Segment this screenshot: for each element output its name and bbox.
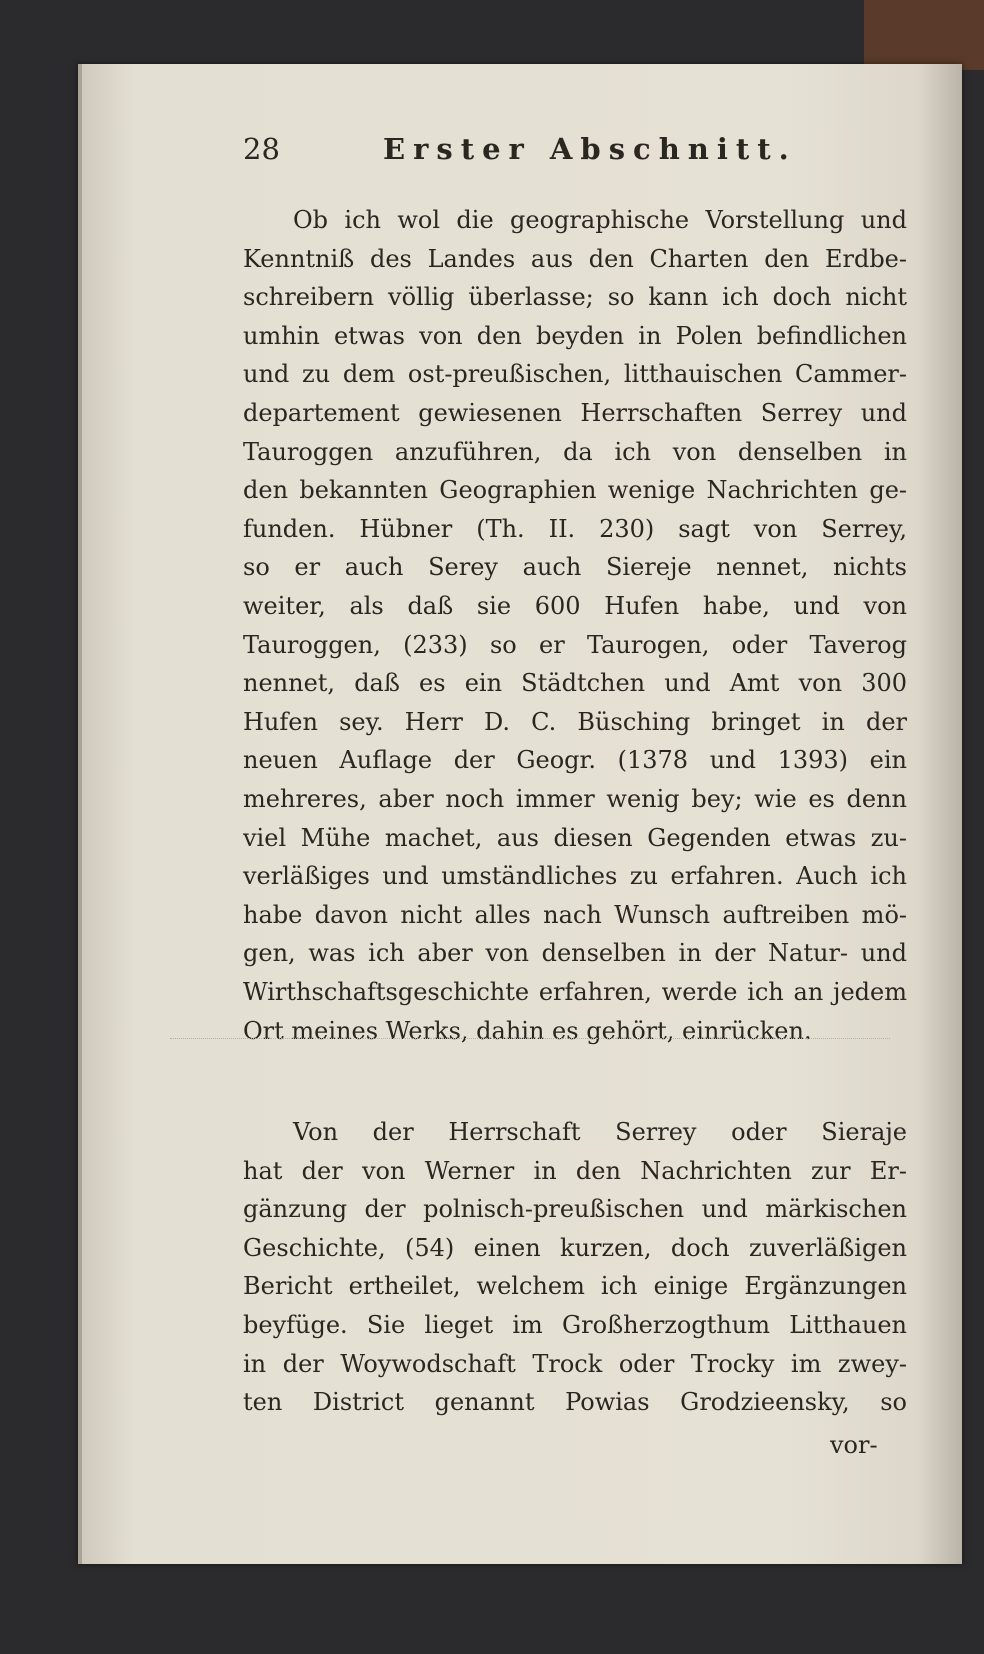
text-line: weiter, als daß sie 600 Hufen habe, und von [243, 592, 907, 620]
text-line: Ort meines Werks, dahin es gehört, einrücken. [243, 1016, 812, 1045]
bleed-through-marks [170, 1038, 890, 1039]
text-line: Ob ich wol die geographische Vorstellung und [293, 206, 907, 234]
text-line: so er auch Serey auch Siereje nennet, nichts [243, 553, 907, 582]
text-line: Tauroggen anzuführen, da ich von denselben in [243, 437, 907, 466]
text-line: den bekannten Geographien wenige Nachrichten ge- [243, 476, 907, 505]
text-line: beyfüge. Sie lieget im Großherzogthum Litthauen [243, 1311, 907, 1339]
text-line: Bericht ertheilet, welchem ich einige Ergänzungen [243, 1272, 907, 1301]
text-line: ten District genannt Powias Grodzieensky, so [243, 1388, 907, 1417]
text-line: umhin etwas von den beyden in Polen befindlichen [243, 321, 907, 350]
running-title: Erster Abschnitt. [383, 132, 797, 166]
text-line: Tauroggen, (233) so er Taurogen, oder Taverog [243, 630, 907, 659]
text-line: departement gewiesenen Herrschaften Serrey und [243, 399, 907, 427]
text-line: mehreres, aber noch immer wenig bey; wie es denn [243, 785, 907, 813]
text-line: Hufen sey. Herr D. C. Büsching bringet in der [243, 707, 907, 736]
text-line: Kenntniß des Landes aus den Charten den Erdbe- [243, 244, 907, 273]
text-line: gänzung der polnisch-preußischen und märkischen [243, 1195, 907, 1224]
catchword: vor- [830, 1431, 878, 1459]
text-line: in der Woywodschaft Trock oder Trocky im zwey- [243, 1349, 907, 1378]
text-line: Wirthschaftsgeschichte erfahren, werde ich an jedem [243, 978, 907, 1006]
text-line: Von der Herrschaft Serrey oder Sieraje [293, 1118, 907, 1146]
text-line: hat der von Werner in den Nachrichten zur Er- [243, 1156, 907, 1185]
text-line: und zu dem ost-preußischen, litthauischen Cammer- [243, 360, 907, 389]
text-line: funden. Hübner (Th. II. 230) sagt von Serrey, [243, 514, 907, 543]
text-line: verläßiges und umständliches zu erfahren. Auch ich [243, 862, 907, 891]
text-line: nennet, daß es ein Städtchen und Amt von 300 [243, 669, 907, 698]
book-edge-decoration [864, 0, 984, 70]
text-line: neuen Auflage der Geogr. (1378 und 1393) ein [243, 746, 907, 775]
text-line: viel Mühe machet, aus diesen Gegenden etwas zu- [243, 823, 907, 852]
text-line: schreibern völlig überlasse; so kann ich doch nicht [243, 283, 907, 312]
text-line: habe davon nicht alles nach Wunsch auftreiben mö- [243, 900, 907, 929]
text-line: Geschichte, (54) einen kurzen, doch zuverläßigen [243, 1233, 907, 1262]
page-number: 28 [243, 132, 280, 166]
text-line: gen, was ich aber von denselben in der Natur- und [243, 939, 907, 968]
